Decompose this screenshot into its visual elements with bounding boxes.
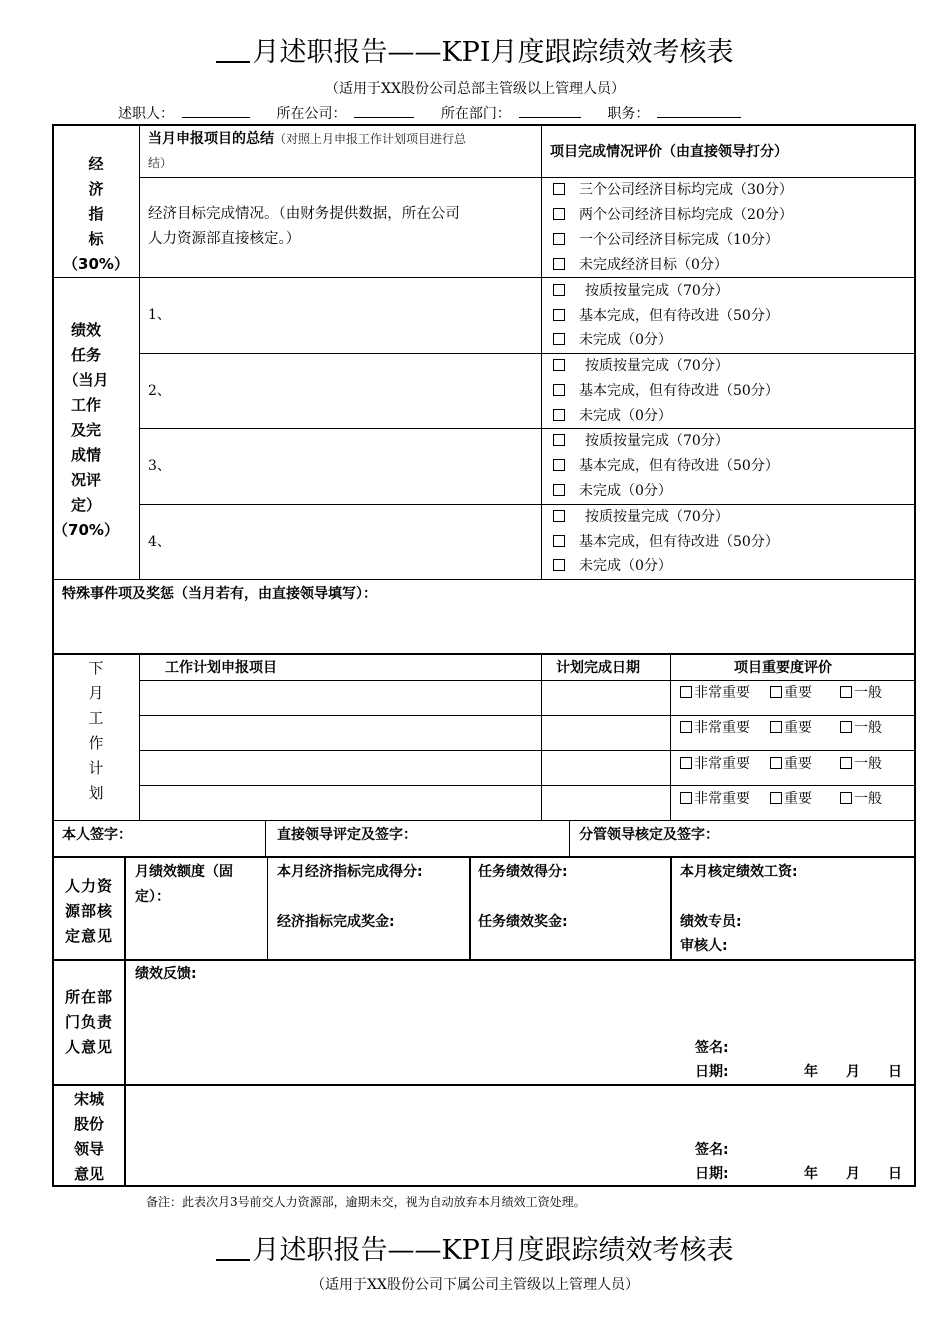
economic-option-20[interactable]: 两个公司经济目标均完成（20分） (553, 203, 793, 228)
task-3-cell[interactable] (139, 428, 542, 505)
task-2-option-70[interactable]: 按质按量完成（70分） (553, 354, 729, 379)
task-1-cell[interactable] (139, 277, 542, 354)
economic-label: 经 济 指 标 （30%） (63, 155, 129, 273)
task-2-option-0[interactable]: 未完成（0分） (553, 404, 672, 429)
checkbox-icon (553, 510, 565, 522)
plan-row-2-project[interactable] (139, 715, 542, 751)
dept-head-year: 年 (804, 1064, 818, 1080)
eval-header: 项目完成情况评价（由直接领导打分） (550, 144, 788, 160)
page-title: 月述职报告——KPI月度跟踪绩效考核表 (0, 30, 950, 69)
plan-row-2-date[interactable] (541, 715, 671, 751)
supervisor-sign-label: 分管领导核定及签字： (579, 827, 719, 843)
dept-head-label: 所在部 门负责 人意见 (64, 988, 113, 1056)
checkbox-icon (553, 258, 565, 270)
plan-row-1-options[interactable]: 非常重要 重要 一般 (680, 681, 882, 706)
hr-econ-bonus-label: 经济指标完成奖金: (277, 914, 395, 930)
group-leader-month: 月 (846, 1166, 860, 1182)
dept-head-date-label: 日期: (695, 1064, 729, 1080)
group-leader-label: 宋城 股份 领导 意见 (73, 1090, 104, 1183)
hr-econ-score-label: 本月经济指标完成得分: (277, 864, 423, 880)
summary-header-note: 结） (148, 156, 173, 170)
plan-row-3-date[interactable] (541, 750, 671, 786)
economic-content-line2: 人力资源部直接核定。） (148, 231, 301, 247)
company-field[interactable] (354, 107, 414, 118)
page-subtitle: （适用于XX股份公司总部主管级以上管理人员） (325, 81, 625, 97)
company-label: 所在公司： (276, 106, 347, 122)
position-label: 职务： (607, 106, 650, 122)
checkbox-icon (553, 434, 565, 446)
hr-salary-label: 本月核定绩效工资: (680, 864, 798, 880)
checkbox-icon (680, 757, 692, 769)
checkbox-icon (553, 459, 565, 471)
plan-project-header: 工作计划申报项目 (165, 660, 277, 676)
dept-head-feedback-label: 绩效反馈: (135, 966, 197, 982)
plan-row-4-options[interactable]: 非常重要 重要 一般 (680, 787, 882, 812)
checkbox-icon (553, 384, 565, 396)
plan-row-4-date[interactable] (541, 785, 671, 821)
plan-row-4-project[interactable] (139, 785, 542, 821)
reporter-label: 述职人： (118, 106, 174, 122)
task-4-option-50[interactable]: 基本完成，但有待改进（50分） (553, 530, 779, 555)
group-leader-opinion-cell[interactable] (125, 1085, 916, 1187)
checkbox-icon (680, 792, 692, 804)
group-leader-year: 年 (804, 1166, 818, 1182)
task-4-cell[interactable] (139, 504, 542, 580)
checkbox-icon (840, 757, 852, 769)
checkbox-icon (770, 757, 782, 769)
checkbox-icon (840, 792, 852, 804)
task-1-option-70[interactable]: 按质按量完成（70分） (553, 279, 729, 304)
hr-reviewer-label: 审核人: (680, 938, 728, 954)
position-field[interactable] (657, 107, 741, 118)
checkbox-icon (553, 233, 565, 245)
group-leader-date-label: 日期: (695, 1166, 729, 1182)
checkbox-icon (553, 333, 565, 345)
dept-head-month: 月 (846, 1064, 860, 1080)
group-leader-sign-label: 签名: (695, 1142, 729, 1158)
plan-row-3-options[interactable]: 非常重要 重要 一般 (680, 752, 882, 777)
checkbox-icon (553, 484, 565, 496)
task-3-option-70[interactable]: 按质按量完成（70分） (553, 429, 729, 454)
plan-row-1-date[interactable] (541, 680, 671, 716)
task-4-option-70[interactable]: 按质按量完成（70分） (553, 505, 729, 530)
task-2-number: 2、 (148, 383, 171, 399)
hr-task-score-label: 任务绩效得分: (478, 864, 568, 880)
economic-option-10[interactable]: 一个公司经济目标完成（10分） (553, 228, 779, 253)
task-4-number: 4、 (148, 534, 171, 550)
summary-header: 当月申报项目的总结（对照上月申报工作计划项目进行总 (148, 131, 467, 147)
group-leader-day: 日 (888, 1166, 902, 1182)
checkbox-icon (553, 409, 565, 421)
direct-leader-sign-label: 直接领导评定及签字： (277, 827, 417, 843)
task-1-option-50[interactable]: 基本完成，但有待改进（50分） (553, 304, 779, 329)
checkbox-icon (770, 792, 782, 804)
plan-importance-header: 项目重要度评价 (734, 660, 832, 676)
dept-head-feedback-cell[interactable] (125, 959, 916, 1086)
page-title-2: 月述职报告——KPI月度跟踪绩效考核表 (0, 1228, 950, 1267)
task-4-option-0[interactable]: 未完成（0分） (553, 554, 672, 579)
checkbox-icon (553, 535, 565, 547)
dept-head-day: 日 (888, 1064, 902, 1080)
task-1-option-0[interactable]: 未完成（0分） (553, 328, 672, 353)
task-3-option-50[interactable]: 基本完成，但有待改进（50分） (553, 454, 779, 479)
hr-label: 人力资 源部核 定意见 (64, 877, 113, 945)
hr-quota-label-1: 月绩效额度（固 (135, 864, 233, 880)
checkbox-icon (553, 309, 565, 321)
checkbox-icon (553, 284, 565, 296)
month-blank-2[interactable] (216, 1237, 250, 1261)
department-field[interactable] (519, 107, 581, 118)
checkbox-icon (553, 208, 565, 220)
plan-row-1-project[interactable] (139, 680, 542, 716)
reporter-field[interactable] (182, 107, 250, 118)
economic-content-line1: 经济目标完成情况。（由财务提供数据，所在公司 (148, 206, 460, 222)
hr-specialist-label: 绩效专员: (680, 914, 742, 930)
checkbox-icon (553, 559, 565, 571)
plan-row-3-project[interactable] (139, 750, 542, 786)
footnote: 备注：此表次月3号前交人力资源部，逾期未交，视为自动放弃本月绩效工资处理。 (146, 1195, 586, 1209)
tasks-label: 绩效 任务 （当月 工作 及完 成情 况评 定） （70%） (53, 321, 119, 539)
economic-option-30[interactable]: 三个公司经济目标均完成（30分） (553, 178, 793, 203)
checkbox-icon (680, 721, 692, 733)
checkbox-icon (770, 686, 782, 698)
plan-row-2-options[interactable]: 非常重要 重要 一般 (680, 716, 882, 741)
hr-task-bonus-label: 任务绩效奖金: (478, 914, 568, 930)
checkbox-icon (770, 721, 782, 733)
checkbox-icon (553, 183, 565, 195)
checkbox-icon (680, 686, 692, 698)
page-subtitle-2: （适用于XX股份公司下属公司主管级以上管理人员） (311, 1277, 639, 1293)
hr-quota-label-2: 定）： (135, 889, 170, 905)
department-label: 所在部门： (440, 106, 511, 122)
special-events-label: 特殊事件项及奖惩（当月若有，由直接领导填写）： (62, 586, 377, 602)
person-info-row (118, 103, 763, 123)
task-3-option-0[interactable]: 未完成（0分） (553, 479, 672, 504)
economic-option-0[interactable]: 未完成经济目标（0分） (553, 253, 728, 278)
task-1-number: 1、 (148, 307, 171, 323)
checkbox-icon (553, 359, 565, 371)
next-month-label: 下 月 工 作 计 划 (88, 659, 104, 802)
checkbox-icon (840, 721, 852, 733)
self-sign-label: 本人签字： (62, 827, 132, 843)
month-blank[interactable] (216, 39, 250, 63)
dept-head-sign-label: 签名: (695, 1040, 729, 1056)
checkbox-icon (840, 686, 852, 698)
task-3-number: 3、 (148, 458, 171, 474)
plan-date-header: 计划完成日期 (556, 660, 640, 676)
task-2-cell[interactable] (139, 353, 542, 429)
task-2-option-50[interactable]: 基本完成，但有待改进（50分） (553, 379, 779, 404)
